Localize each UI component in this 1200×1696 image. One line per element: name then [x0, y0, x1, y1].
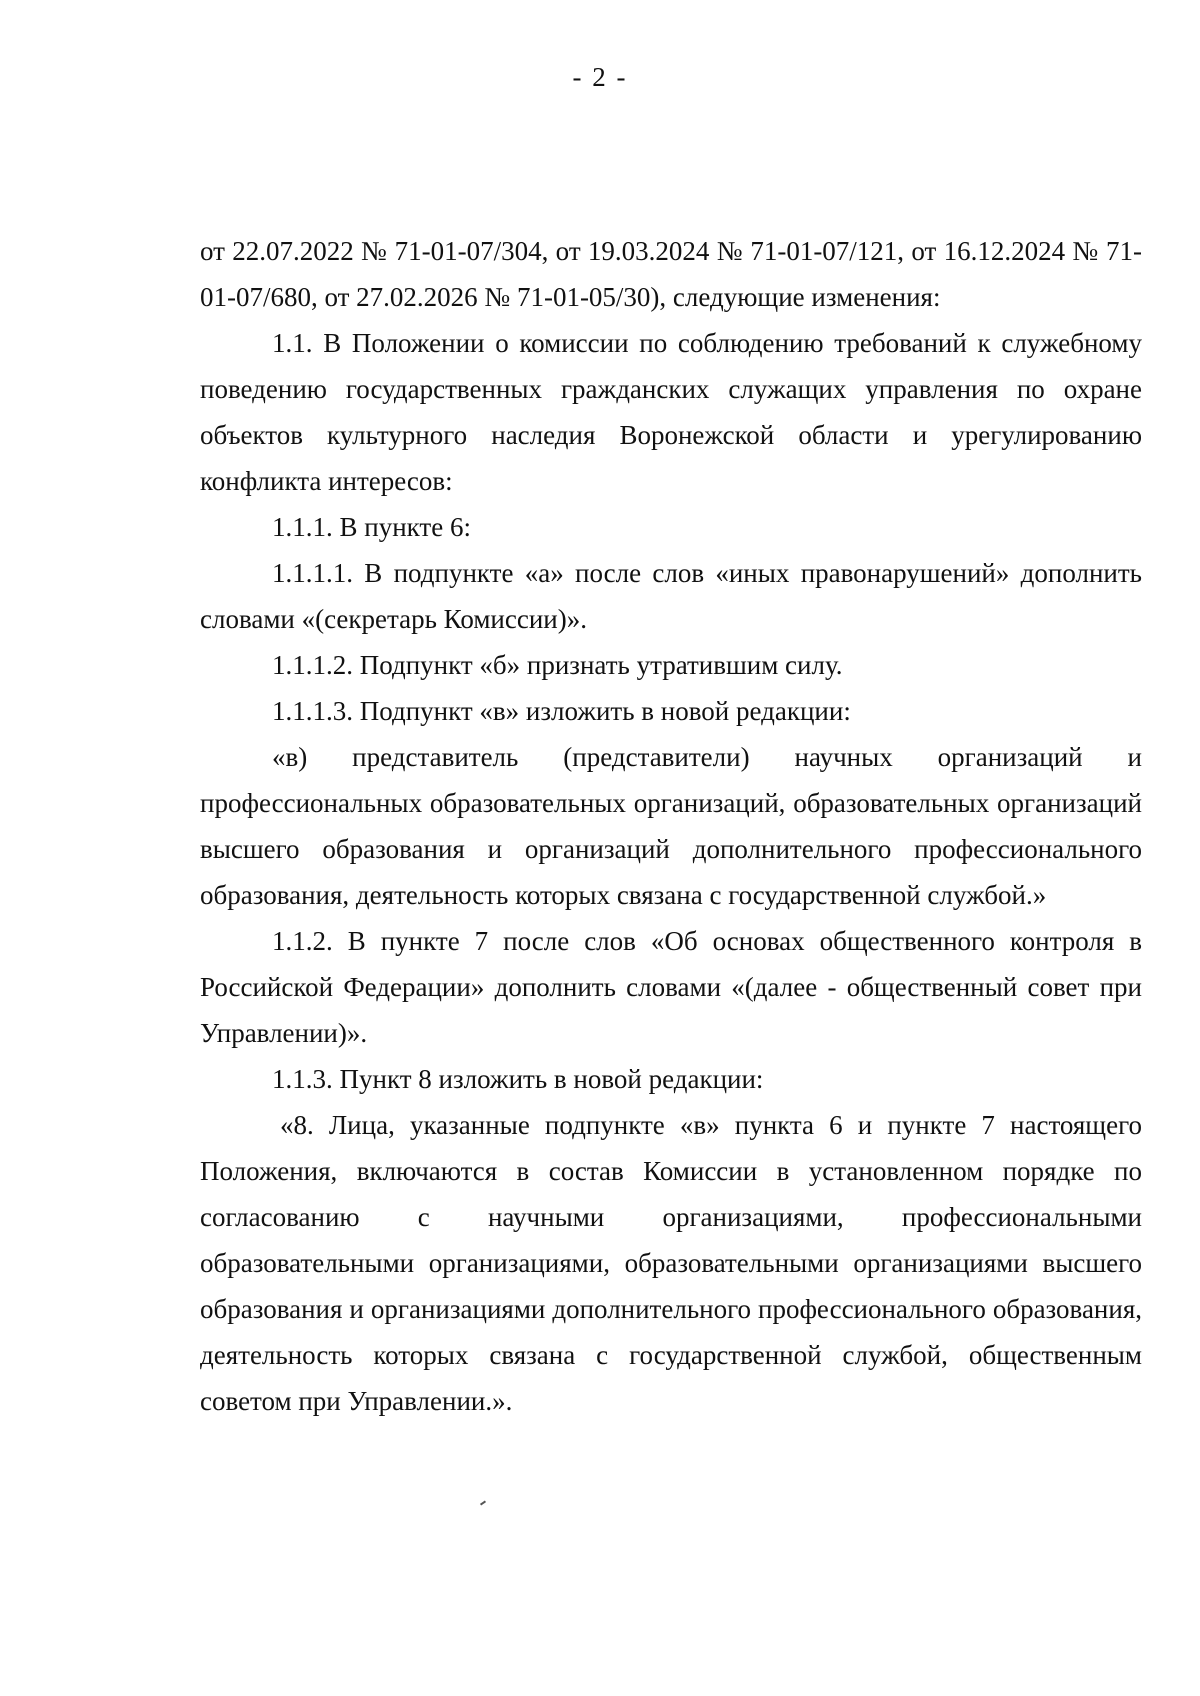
paragraph-1-1-2: 1.1.2. В пункте 7 после слов «Об основах общественного контроля в Российской Федерации» дополнить словами «(далее - общественный совет при Управлении)».	[200, 926, 1142, 1048]
paragraph-quote-v: «в) представитель (представители) научных организаций и профессиональных образовательных организаций, образовательных организаций высшего образования и организаций дополнительного профессионального образования, деятельность которых связана с государственной службой.»	[200, 742, 1142, 910]
paragraph-1-1-3: 1.1.3. Пункт 8 изложить в новой редакции:	[272, 1064, 764, 1094]
scan-mark	[480, 1500, 486, 1505]
page-number: - 2 -	[572, 62, 628, 92]
paragraph-1-1-1: 1.1.1. В пункте 6:	[272, 512, 471, 542]
paragraph-quote-8: «8. Лица, указанные подпункте «в» пункта 6 и пункте 7 настоящего Положения, включаются в состав Комиссии в установленном порядке по согласованию с научными организациями, профессиональными образовательными организациями, образовательными организациями высшего образования и организациями дополнительного профессионального образования, деятельность которых связана с государственной службой, общественным советом при Управлении.».	[200, 1110, 1142, 1416]
paragraph-1-1-1-2: 1.1.1.2. Подпункт «б» признать утратившим силу.	[272, 650, 843, 680]
paragraph-1-1-1-1: 1.1.1.1. В подпункте «а» после слов «иных правонарушений» дополнить словами «(секретарь Комиссии)».	[200, 558, 1142, 634]
paragraph-1-1: 1.1. В Положении о комиссии по соблюдению требований к служебному поведению государственных гражданских служащих управления по охране объектов культурного наследия Воронежской области и урегулированию конфликта интересов:	[200, 328, 1142, 496]
document-body	[200, 228, 1142, 1424]
paragraph-1-1-1-3: 1.1.1.3. Подпункт «в» изложить в новой редакции:	[272, 696, 851, 726]
paragraph-intro: от 22.07.2022 № 71-01-07/304, от 19.03.2024 № 71-01-07/121, от 16.12.2024 № 71-01-07/680, от 27.02.2026 № 71-01-05/30), следующие изменения:	[200, 236, 1142, 312]
